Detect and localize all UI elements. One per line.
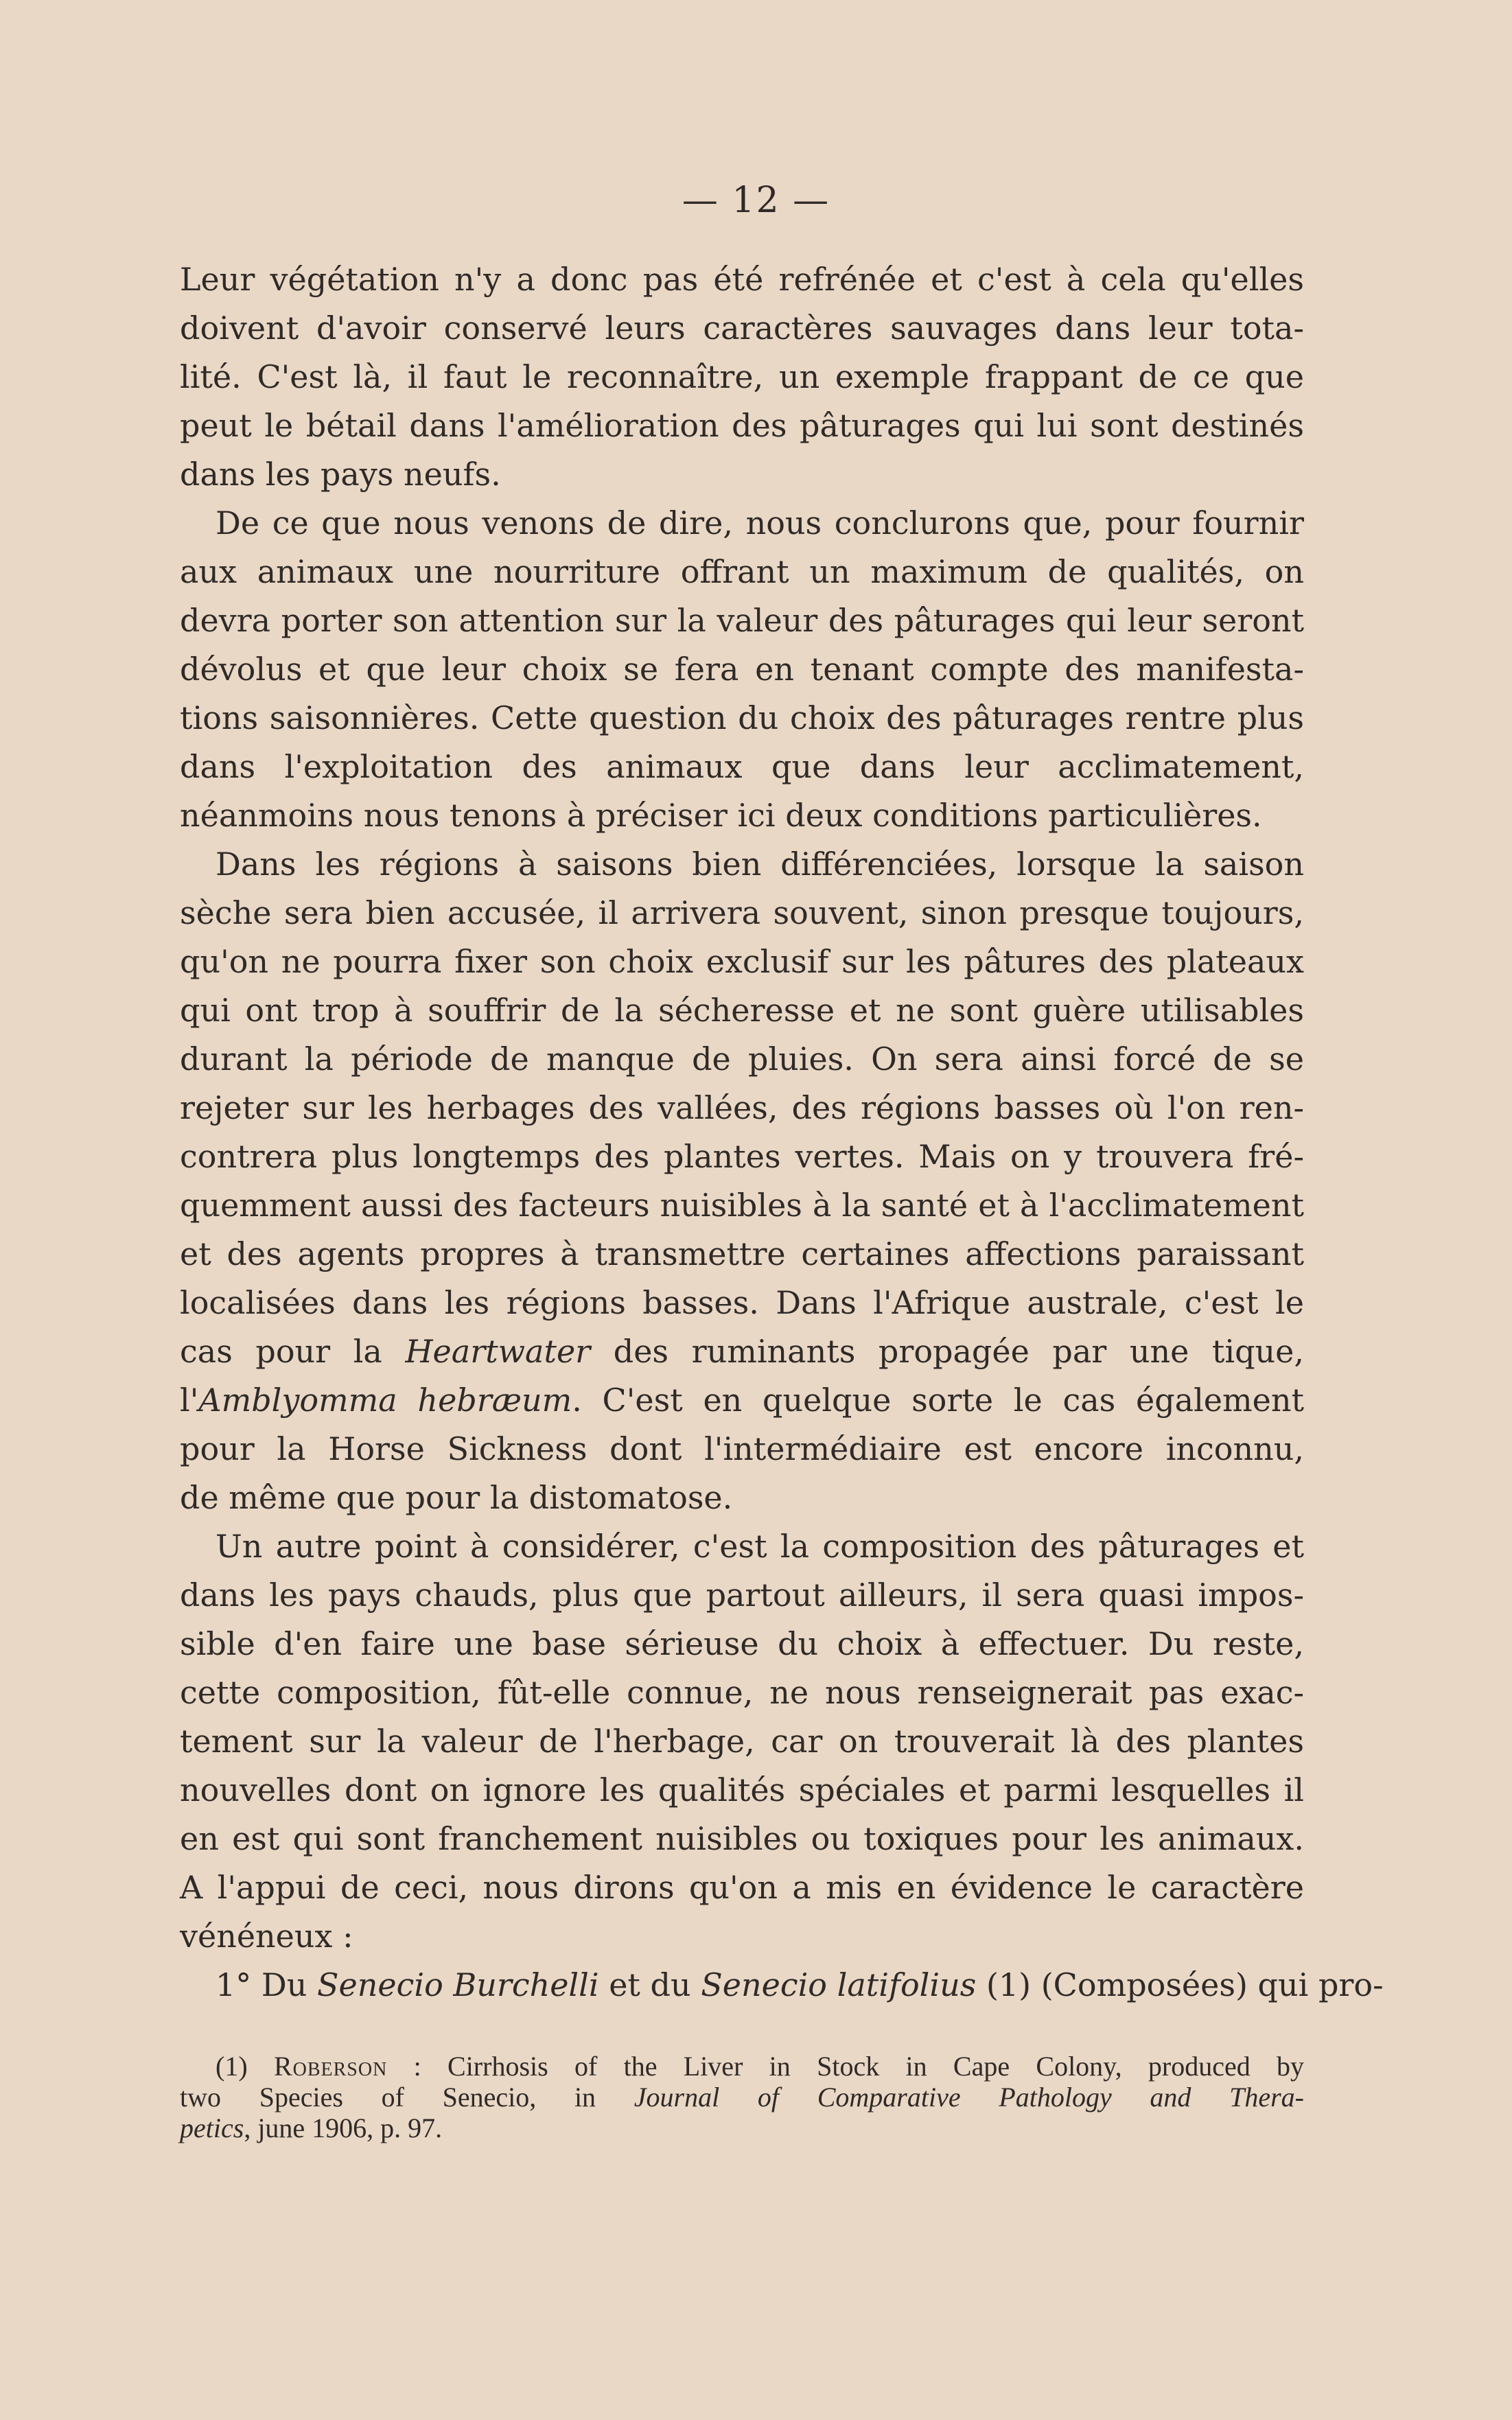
footnote-line (180, 2082, 1304, 2113)
footnote-author: Roberson (273, 2051, 388, 2082)
footnote-line (180, 2113, 1304, 2143)
text-line: dans l'exploitation des animaux que dans leur acclimatement, (180, 748, 1304, 785)
footnote-journal-cont: petics (180, 2113, 244, 2143)
text-line: Un autre point à considérer, c'est la composition des pâturages et (216, 1528, 1304, 1565)
text-line: contrera plus longtemps des plantes vertes. Mais on y trouvera fré- (180, 1138, 1304, 1175)
text-line: rejeter sur les herbages des vallées, des régions basses où l'on ren- (180, 1089, 1304, 1126)
text-line: cette composition, fût-elle connue, ne nous renseignerait pas exac- (180, 1674, 1304, 1711)
text-line: et des agents propres à transmettre certaines affections paraissant (180, 1235, 1304, 1272)
text-segment: et du (598, 1966, 701, 2003)
footnote-line (180, 2051, 1304, 2082)
text-line: vénéneux : (180, 1918, 353, 1955)
text-line: de même que pour la distomatose. (180, 1479, 733, 1516)
text-line: lité. C'est là, il faut le reconnaître, un exemple frappant de ce que (180, 358, 1304, 395)
text-line: Leur végétation n'y a donc pas été refrénée et c'est à cela qu'elles (180, 261, 1304, 298)
text-line: en est qui sont franchement nuisibles ou toxiques pour les animaux. (180, 1820, 1304, 1857)
text-line: A l'appui de ceci, nous dirons qu'on a mis en évidence le caractère (180, 1869, 1304, 1906)
text-segment: l' (180, 1382, 199, 1419)
text-line: néanmoins nous tenons à préciser ici deux conditions particulières. (180, 797, 1262, 834)
text-line: quemment aussi des facteurs nuisibles à la santé et à l'acclimatement (180, 1187, 1304, 1224)
text-line: dans les pays neufs. (180, 456, 501, 493)
italic-term-senecio-latifolius: Senecio latifolius (701, 1966, 977, 2003)
text-line: tions saisonnières. Cette question du choix des pâturages rentre plus (180, 699, 1304, 736)
text-line: durant la période de manque de pluies. On sera ainsi forcé de se (180, 1040, 1304, 1078)
text-line (180, 1327, 1304, 1376)
text-line: devra porter son attention sur la valeur des pâturages qui leur seront (180, 602, 1304, 639)
text-line: tement sur la valeur de l'herbage, car on trouverait là des plantes (180, 1723, 1304, 1760)
body-text (180, 255, 1384, 2010)
text-line: localisées dans les régions basses. Dans l'Afrique australe, c'est le (180, 1284, 1304, 1321)
page-number: — 12 — (682, 180, 830, 221)
text-segment: : Cirrhosis of the Liver in Stock in Cape Colony, produced by (387, 2051, 1304, 2082)
text-segment: 1° Du (216, 1966, 318, 2003)
text-line: pour la Horse Sickness dont l'intermédiaire est encore inconnu, (180, 1430, 1304, 1467)
italic-term-heartwater: Heartwater (405, 1333, 591, 1370)
text-line: sible d'en faire une base sérieuse du choix à effectuer. Du reste, (180, 1625, 1304, 1662)
text-line (180, 1961, 1384, 2010)
text-segment: , june 1906, p. 97. (244, 2113, 443, 2143)
text-line: De ce que nous venons de dire, nous conclurons que, pour fournir (216, 504, 1304, 542)
text-line: aux animaux une nourriture offrant un maximum de qualités, on (180, 553, 1304, 590)
footnote (180, 2051, 1304, 2143)
text-segment: two Species of Senecio, in (180, 2082, 634, 2113)
text-line: nouvelles dont on ignore les qualités spéciales et parmi lesquelles il (180, 1771, 1304, 1808)
text-line: dévolus et que leur choix se fera en tenant compte des manifesta- (180, 651, 1304, 688)
text-segment: cas pour la (180, 1333, 406, 1370)
text-line: dans les pays chauds, plus que partout ailleurs, il sera quasi impos- (180, 1577, 1304, 1614)
text-line: qui ont trop à souffrir de la sécheresse et ne sont guère utilisables (180, 992, 1304, 1029)
text-line: sèche sera bien accusée, il arrivera souvent, sinon presque toujours, (180, 894, 1304, 931)
italic-term-senecio-burchelli: Senecio Burchelli (317, 1966, 599, 2003)
italic-term-amblyomma: Amblyomma hebræum (198, 1382, 572, 1419)
footnote-journal: Journal of Comparative Pathology and Thera- (633, 2082, 1304, 2113)
footnote-marker: (1) (216, 2051, 274, 2082)
text-line: Dans les régions à saisons bien différenciées, lorsque la saison (216, 846, 1304, 883)
text-line (180, 1376, 1304, 1425)
text-segment: (1) (Composées) qui pro- (976, 1966, 1384, 2003)
text-segment: des ruminants propagée par une tique, (590, 1333, 1304, 1370)
text-line: qu'on ne pourra fixer son choix exclusif sur les pâtures des plateaux (180, 943, 1304, 980)
text-line: doivent d'avoir conservé leurs caractères sauvages dans leur tota- (180, 310, 1304, 347)
text-line: peut le bétail dans l'amélioration des pâturages qui lui sont destinés (180, 407, 1304, 444)
text-segment: . C'est en quelque sorte le cas également (572, 1382, 1304, 1419)
